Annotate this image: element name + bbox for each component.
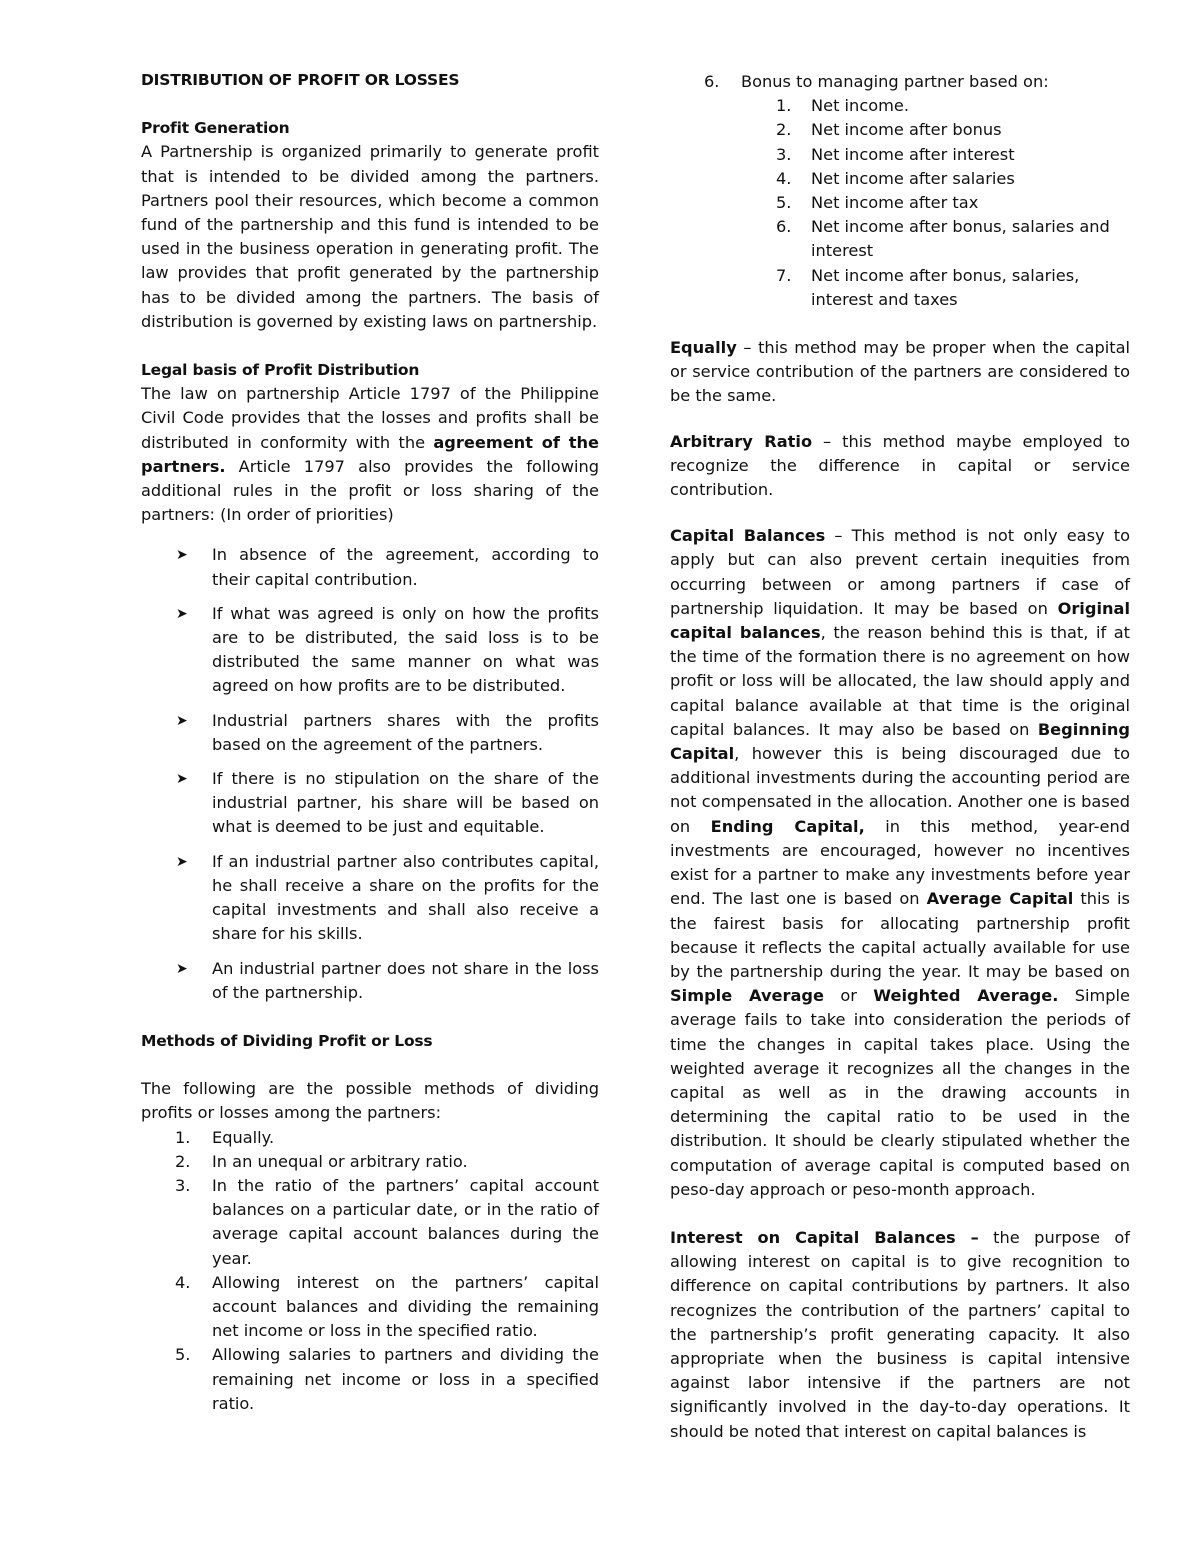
- capital-balances-term: Capital Balances: [670, 526, 826, 546]
- left-column: [141, 68, 599, 1416]
- list-item: 2. Net income after bonus: [776, 120, 1002, 140]
- capital-balances-paragraph: Capital Balances – This method is not only easy to apply but can also prevent certain inequities from occurring between or among partners if case of partnership liquidation. It may be based on Original capital balances, the reason behind this is that, if at the time of the formation there is no agreement on how profit or loss will be allocated, the law should apply and capital balance available at that time is the original capital balances. It may also be based on Beginning Capital, however this is being discouraged due to additional investments during the accounting period are not compensated in the allocation. Another one is based on Ending Capital, in this method, year-end investments are encouraged, however no incentives exist for a partner to make any investments before year end. The last one is based on Average Capital this is the fairest basis for allocating partnership profit because it reflects the capital actually available for use by the partnership during the year. It may be based on Simple Average or Weighted Average. Simple average fails to take into consideration the periods of time the changes in capital takes place. Using the weighted average it recognizes all the changes in the capital as well as in the drawing accounts in determining the capital ratio to be used in the distribution. It should be clearly stipulated whether the computation of average capital is computed based on peso-day approach or peso-month approach.: [670, 526, 1131, 1199]
- list-item: 1. Equally.: [175, 1127, 275, 1147]
- methods-heading: Methods of Dividing Profit or Loss: [141, 1031, 433, 1050]
- legal-basis-text-2: Article 1797 also provides the following additional rules in the profit or loss sharing of the partners: (In order of priorities): [141, 456, 599, 525]
- arrow-bullet-icon: ➤: [176, 853, 188, 870]
- bonus-bases-list: [670, 94, 1130, 312]
- list-item: ➤ If there is no stipulation on the share of the industrial partner, his share will be based on what is deemed to be just and equitable.: [176, 769, 599, 837]
- methods-list-continued: [670, 70, 1130, 94]
- profit-generation-heading: Profit Generation: [141, 119, 290, 138]
- list-item: ➤ In absence of the agreement, according to their capital contribution.: [176, 545, 599, 589]
- list-item: 2. In an unequal or arbitrary ratio.: [175, 1151, 468, 1171]
- interest-capital-term: Interest on Capital Balances –: [670, 1227, 979, 1247]
- interest-capital-paragraph: Interest on Capital Balances – the purpose of allowing interest on capital is to give recognition to difference on capital contributions by partners. It also recognizes the contribution of the partners’ capital to the partnership’s profit generating capacity. It also appropriate when the business is capital intensive against labor intensive if the partners are not significantly involved in the day-to-day operations. It should be noted that interest on capital balances is: [670, 1227, 1130, 1441]
- right-column: [670, 70, 1130, 1444]
- document-title: DISTRIBUTION OF PROFIT OR LOSSES: [141, 71, 460, 89]
- equally-paragraph: Equally – this method may be proper when the capital or service contribution of the partners are considered to be the same.: [670, 338, 1130, 406]
- arbitrary-paragraph: Arbitrary Ratio – this method maybe employed to recognize the difference in capital or service contribution.: [670, 431, 1130, 500]
- list-item: 4. Net income after salaries: [776, 168, 1015, 188]
- list-item: 3. Net income after interest: [776, 144, 1015, 164]
- list-item: 5. Net income after tax: [776, 193, 979, 213]
- arrow-bullet-icon: ➤: [176, 771, 188, 788]
- legal-basis-body: [141, 382, 599, 527]
- list-item: 6. Bonus to managing partner based on:: [704, 72, 1049, 91]
- list-item: 3. In the ratio of the partners’ capital account balances on a particular date, or in the ratio of average capital account balances during the year.: [175, 1175, 599, 1268]
- list-item: 4. Allowing interest on the partners’ capital account balances and dividing the remaining net income or loss in the specified ratio.: [175, 1272, 599, 1341]
- list-item: ➤ If what was agreed is only on how the profits are to be distributed, the said loss is to be distributed the same manner on what was agreed on how profits are to be distributed.: [176, 603, 599, 696]
- methods-intro: The following are the possible methods of dividing profits or losses among the partners:: [141, 1079, 599, 1123]
- list-item: ➤ An industrial partner does not share in the loss of the partnership.: [176, 958, 599, 1002]
- methods-list: [141, 1126, 599, 1416]
- arrow-bullet-icon: ➤: [176, 960, 188, 977]
- list-item: 7. Net income after bonus, salaries, interest and taxes: [776, 265, 1080, 309]
- rules-list: [141, 543, 599, 1004]
- list-item: 6. Net income after bonus, salaries and interest: [776, 217, 1110, 261]
- arbitrary-term: Arbitrary Ratio: [670, 431, 813, 451]
- list-item: ➤ Industrial partners shares with the profits based on the agreement of the partners.: [176, 710, 599, 754]
- arrow-bullet-icon: ➤: [176, 605, 188, 622]
- list-item: 5. Allowing salaries to partners and dividing the remaining net income or loss in a specified ratio.: [175, 1345, 599, 1413]
- arrow-bullet-icon: ➤: [176, 712, 188, 729]
- legal-basis-bold: agreement of the partners.: [141, 432, 599, 476]
- list-item: ➤ If an industrial partner also contributes capital, he shall receive a share on the profits for the capital investments and shall also receive a share for his skills.: [176, 851, 599, 944]
- equally-term: Equally: [670, 338, 737, 358]
- legal-basis-heading: Legal basis of Profit Distribution: [141, 361, 420, 380]
- arrow-bullet-icon: ➤: [176, 547, 188, 564]
- list-item: 1. Net income.: [776, 96, 909, 116]
- profit-generation-body: A Partnership is organized primarily to generate profit that is intended to be divided among the partners. Partners pool their resources, which become a common fund of the partnership and this fund is intended to be used in the business operation in generating profit. The law provides that profit generated by the partnership has to be divided among the partners. The basis of distribution is governed by existing laws on partnership.: [141, 142, 599, 331]
- legal-basis-text-1: The law on partnership Article 1797 of the Philippine Civil Code provides that the losses and profits shall be distributed in conformity with the: [141, 384, 599, 452]
